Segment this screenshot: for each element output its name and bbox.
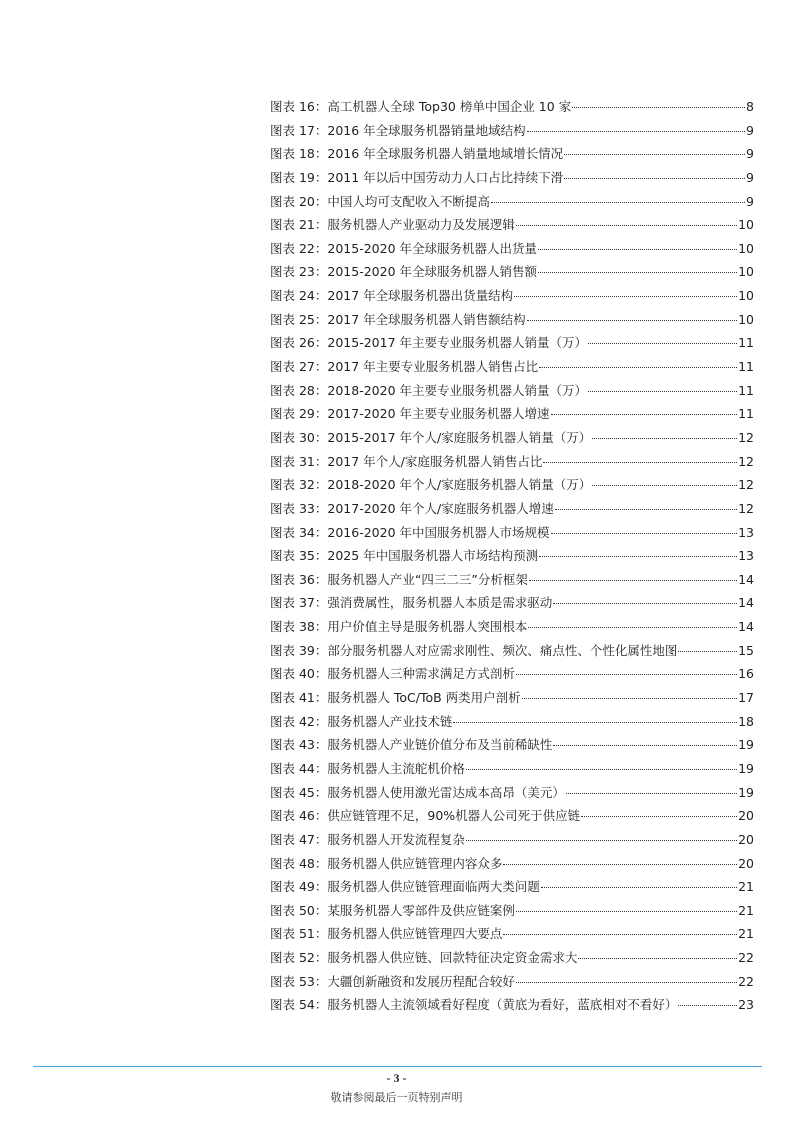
toc-entry-label: 图表 43： xyxy=(270,737,328,753)
toc-entry-label: 图表 23： xyxy=(270,264,328,280)
toc-dot-leader xyxy=(678,1005,737,1006)
toc-dot-leader xyxy=(503,864,737,865)
toc-entry-title: 2016 年全球服务机器销量地域结构 xyxy=(327,122,526,138)
toc-entry-page-number: 23 xyxy=(738,997,754,1013)
toc-entry-title: 高工机器人全球 Top30 榜单中国企业 10 家 xyxy=(327,99,572,114)
toc-entry-title: 2017 年主要专业服务机器人销售占比 xyxy=(327,359,539,375)
toc-entry-page-number: 14 xyxy=(738,571,754,587)
toc-entry[interactable] xyxy=(270,922,754,946)
toc-entry-page-number: 14 xyxy=(738,595,754,611)
toc-entry-title: 2017-2020 年个人/家庭服务机器人增速 xyxy=(327,500,554,516)
toc-entry[interactable] xyxy=(270,544,754,568)
toc-entry-page-number: 15 xyxy=(738,642,754,658)
toc-entry-label: 图表 30： xyxy=(270,429,328,445)
toc-entry-page-number: 11 xyxy=(738,335,754,351)
toc-entry-page-number: 13 xyxy=(738,548,754,564)
toc-entry[interactable] xyxy=(270,875,754,899)
toc-entry-page-number: 12 xyxy=(738,477,754,493)
toc-entry-title: 2015-2020 年全球服务机器人出货量 xyxy=(327,240,537,256)
toc-entry[interactable] xyxy=(270,757,754,781)
toc-entry-label: 图表 38： xyxy=(270,619,328,635)
toc-entry-title: 2017 年个人/家庭服务机器人销售占比 xyxy=(327,453,543,469)
toc-entry-page-number: 9 xyxy=(746,193,754,209)
toc-entry-title: 中国人均可支配收入不断提高 xyxy=(327,193,490,209)
toc-entry-title: 服务机器人开发流程复杂 xyxy=(327,831,465,847)
toc-entry-label: 图表 35： xyxy=(270,548,328,564)
toc-entry-title: 服务机器人产业链价值分布及当前稀缺性 xyxy=(327,737,553,753)
toc-entry-page-number: 19 xyxy=(738,784,754,800)
toc-dot-leader xyxy=(551,414,738,415)
toc-dot-leader xyxy=(466,769,737,770)
toc-entry-page-number: 10 xyxy=(738,288,754,304)
toc-entry-label: 图表 31： xyxy=(270,453,328,469)
toc-entry-title: 2025 年中国服务机器人市场结构预测 xyxy=(327,548,539,564)
toc-entry-label: 图表 18： xyxy=(270,146,328,162)
toc-entry-label: 图表 54： xyxy=(270,997,328,1013)
toc-entry-page-number: 11 xyxy=(738,359,754,375)
toc-dot-leader xyxy=(572,107,745,108)
toc-entry[interactable] xyxy=(270,355,754,379)
toc-entry-page-number: 9 xyxy=(746,169,754,185)
toc-dot-leader xyxy=(516,674,737,675)
toc-dot-leader xyxy=(522,698,737,699)
toc-dot-leader xyxy=(466,840,737,841)
toc-entry-title: 服务机器人产业驱动力及发展逻辑 xyxy=(327,217,515,233)
toc-entry[interactable] xyxy=(270,993,754,1017)
toc-entry-page-number: 18 xyxy=(738,713,754,729)
toc-entry-title: 2017 年全球服务机器人销售额结构 xyxy=(327,311,526,327)
toc-entry-title: 2016 年全球服务机器人销量地域增长情况 xyxy=(327,146,564,162)
toc-dot-leader xyxy=(588,343,737,344)
toc-entry-page-number: 11 xyxy=(738,406,754,422)
toc-entry-page-number: 17 xyxy=(738,690,754,706)
toc-entry-label: 图表 34： xyxy=(270,524,328,540)
toc-entry[interactable] xyxy=(270,166,754,190)
toc-dot-leader xyxy=(566,793,737,794)
toc-entry-title: 用户价值主导是服务机器人突围根本 xyxy=(327,619,528,635)
toc-entry-title: 大疆创新融资和发展历程配合较好 xyxy=(327,973,515,989)
toc-dot-leader xyxy=(543,462,737,463)
toc-entry[interactable] xyxy=(270,119,754,143)
toc-entry-page-number: 13 xyxy=(738,524,754,540)
toc-dot-leader xyxy=(529,580,737,581)
toc-entry-label: 图表 28： xyxy=(270,382,328,398)
toc-entry-label: 图表 22： xyxy=(270,240,328,256)
toc-entry-label: 图表 16： xyxy=(270,99,328,114)
toc-entry[interactable] xyxy=(270,828,754,852)
toc-entry-title: 供应链管理不足，90%机器人公司死于供应链 xyxy=(327,808,581,824)
toc-entry[interactable] xyxy=(270,899,754,923)
toc-entry[interactable] xyxy=(270,781,754,805)
toc-entry-page-number: 20 xyxy=(738,808,754,824)
toc-entry-title: 强消费属性，服务机器人本质是需求驱动 xyxy=(327,595,553,611)
toc-entry-label: 图表 26： xyxy=(270,335,328,351)
toc-entry-page-number: 10 xyxy=(738,311,754,327)
toc-entry-page-number: 19 xyxy=(738,760,754,776)
toc-entry[interactable] xyxy=(270,308,754,332)
toc-entry-title: 2015-2017 年个人/家庭服务机器人销量（万） xyxy=(327,429,592,445)
toc-entry[interactable] xyxy=(270,402,754,426)
toc-entry-page-number: 12 xyxy=(738,453,754,469)
toc-entry[interactable] xyxy=(270,733,754,757)
toc-entry-label: 图表 42： xyxy=(270,713,328,729)
toc-entry[interactable] xyxy=(270,260,754,284)
toc-entry-label: 图表 39： xyxy=(270,642,328,658)
toc-entry[interactable] xyxy=(270,970,754,994)
toc-entry-title: 服务机器人三种需求满足方式剖析 xyxy=(327,666,515,682)
toc-entry-label: 图表 20： xyxy=(270,193,328,209)
toc-entry-page-number: 20 xyxy=(738,855,754,871)
toc-dot-leader xyxy=(553,603,737,604)
toc-entry-label: 图表 46： xyxy=(270,808,328,824)
toc-entry-title: 服务机器人产业技术链 xyxy=(327,713,453,729)
toc-entry-label: 图表 33： xyxy=(270,500,328,516)
toc-entry[interactable] xyxy=(270,450,754,474)
toc-dot-leader xyxy=(491,202,745,203)
toc-entry-label: 图表 25： xyxy=(270,311,328,327)
toc-entry-page-number: 10 xyxy=(738,217,754,233)
toc-dot-leader xyxy=(541,887,737,888)
toc-entry[interactable] xyxy=(270,473,754,497)
toc-entry-page-number: 20 xyxy=(738,831,754,847)
toc-entry-page-number: 21 xyxy=(738,926,754,942)
toc-entry-label: 图表 37： xyxy=(270,595,328,611)
footer-disclaimer: 敬请参阅最后一页特别声明 xyxy=(330,1091,463,1104)
toc-entry-label: 图表 53： xyxy=(270,973,328,989)
toc-entry-title: 服务机器人主流领域看好程度（黄底为看好，蓝底相对不看好） xyxy=(327,997,678,1013)
table-of-figures xyxy=(270,95,754,1017)
toc-entry-label: 图表 19： xyxy=(270,169,328,185)
toc-entry[interactable] xyxy=(270,615,754,639)
toc-dot-leader xyxy=(678,651,737,652)
toc-entry[interactable] xyxy=(270,95,754,119)
toc-entry-page-number: 12 xyxy=(738,500,754,516)
toc-entry-label: 图表 27： xyxy=(270,359,328,375)
toc-entry-page-number: 12 xyxy=(738,429,754,445)
toc-entry[interactable] xyxy=(270,521,754,545)
toc-entry-page-number: 8 xyxy=(746,99,754,114)
toc-entry-page-number: 16 xyxy=(738,666,754,682)
toc-dot-leader xyxy=(538,272,737,273)
toc-dot-leader xyxy=(516,911,737,912)
toc-dot-leader xyxy=(581,816,737,817)
toc-entry-title: 2011 年以后中国劳动力人口占比持续下滑 xyxy=(327,169,564,185)
toc-dot-leader xyxy=(539,556,737,557)
toc-entry[interactable] xyxy=(270,237,754,261)
toc-entry-label: 图表 49： xyxy=(270,879,328,895)
toc-entry-label: 图表 40： xyxy=(270,666,328,682)
toc-dot-leader xyxy=(555,509,737,510)
toc-entry-title: 服务机器人主流舵机价格 xyxy=(327,760,465,776)
toc-entry[interactable] xyxy=(270,804,754,828)
toc-entry[interactable] xyxy=(270,710,754,734)
toc-dot-leader xyxy=(503,934,737,935)
toc-entry-title: 2016-2020 年中国服务机器人市场规模 xyxy=(327,524,550,540)
toc-entry-page-number: 10 xyxy=(738,264,754,280)
toc-entry-page-number: 14 xyxy=(738,619,754,635)
toc-entry-title: 服务机器人产业“四三二三”分析框架 xyxy=(327,571,528,587)
toc-dot-leader xyxy=(516,225,737,226)
toc-entry[interactable] xyxy=(270,568,754,592)
toc-dot-leader xyxy=(551,533,738,534)
toc-entry-label: 图表 24： xyxy=(270,288,328,304)
toc-entry-label: 图表 29： xyxy=(270,406,328,422)
toc-entry-title: 2017 年全球服务机器出货量结构 xyxy=(327,288,514,304)
toc-entry-label: 图表 48： xyxy=(270,855,328,871)
toc-entry[interactable] xyxy=(270,142,754,166)
toc-entry-page-number: 19 xyxy=(738,737,754,753)
toc-dot-leader xyxy=(527,320,737,321)
toc-entry[interactable] xyxy=(270,497,754,521)
toc-dot-leader xyxy=(514,296,737,297)
toc-entry[interactable] xyxy=(270,331,754,355)
page-number: - 3 - xyxy=(386,1071,407,1085)
toc-entry-label: 图表 36： xyxy=(270,571,328,587)
toc-entry[interactable] xyxy=(270,852,754,876)
toc-dot-leader xyxy=(592,485,737,486)
toc-entry-title: 服务机器人 ToC/ToB 两类用户剖析 xyxy=(327,690,521,706)
toc-entry-label: 图表 41： xyxy=(270,690,328,706)
toc-entry-page-number: 21 xyxy=(738,879,754,895)
toc-entry[interactable] xyxy=(270,213,754,237)
toc-entry-title: 服务机器人供应链管理内容众多 xyxy=(327,855,503,871)
toc-entry-title: 服务机器人供应链管理面临两大类问题 xyxy=(327,879,540,895)
toc-dot-leader xyxy=(538,249,737,250)
toc-dot-leader xyxy=(564,154,745,155)
toc-entry-page-number: 21 xyxy=(738,902,754,918)
toc-dot-leader xyxy=(539,367,737,368)
toc-entry[interactable] xyxy=(270,284,754,308)
toc-entry-title: 服务机器人供应链、回款特征决定资金需求大 xyxy=(327,950,578,966)
toc-entry-title: 2017-2020 年主要专业服务机器人增速 xyxy=(327,406,550,422)
toc-entry-page-number: 9 xyxy=(746,146,754,162)
toc-entry-title: 2018-2020 年主要专业服务机器人销量（万） xyxy=(327,382,587,398)
toc-dot-leader xyxy=(564,178,745,179)
toc-entry-label: 图表 51： xyxy=(270,926,328,942)
toc-entry-title: 服务机器人使用激光雷达成本高昂（美元） xyxy=(327,784,565,800)
toc-entry-title: 部分服务机器人对应需求刚性、频次、痛点性、个性化属性地图 xyxy=(327,642,678,658)
toc-entry-label: 图表 44： xyxy=(270,760,328,776)
toc-entry-label: 图表 17： xyxy=(270,122,328,138)
toc-entry-page-number: 22 xyxy=(738,950,754,966)
toc-dot-leader xyxy=(592,438,737,439)
toc-entry-page-number: 10 xyxy=(738,240,754,256)
toc-entry-page-number: 22 xyxy=(738,973,754,989)
toc-entry-title: 2015-2017 年主要专业服务机器人销量（万） xyxy=(327,335,587,351)
toc-entry[interactable] xyxy=(270,639,754,663)
toc-entry-label: 图表 52： xyxy=(270,950,328,966)
toc-entry-title: 某服务机器人零部件及供应链案例 xyxy=(327,902,515,918)
footer-divider xyxy=(33,1066,762,1067)
toc-entry[interactable] xyxy=(270,379,754,403)
toc-entry[interactable] xyxy=(270,190,754,214)
toc-entry-page-number: 9 xyxy=(746,122,754,138)
toc-entry-title: 2015-2020 年全球服务机器人销售额 xyxy=(327,264,537,280)
toc-entry[interactable] xyxy=(270,662,754,686)
toc-dot-leader xyxy=(553,745,737,746)
toc-dot-leader xyxy=(516,982,737,983)
toc-entry-page-number: 11 xyxy=(738,382,754,398)
toc-dot-leader xyxy=(588,391,737,392)
toc-entry-label: 图表 50： xyxy=(270,902,328,918)
toc-entry[interactable] xyxy=(270,426,754,450)
toc-entry[interactable] xyxy=(270,686,754,710)
toc-entry-label: 图表 45： xyxy=(270,784,328,800)
toc-dot-leader xyxy=(453,722,737,723)
toc-entry-title: 服务机器人供应链管理四大要点 xyxy=(327,926,503,942)
toc-dot-leader xyxy=(528,627,737,628)
toc-dot-leader xyxy=(527,131,745,132)
toc-entry-label: 图表 21： xyxy=(270,217,328,233)
toc-entry-title: 2018-2020 年个人/家庭服务机器人销量（万） xyxy=(327,477,592,493)
toc-entry-label: 图表 47： xyxy=(270,831,328,847)
toc-dot-leader xyxy=(578,958,737,959)
toc-entry[interactable] xyxy=(270,946,754,970)
toc-entry-label: 图表 32： xyxy=(270,477,328,493)
toc-entry[interactable] xyxy=(270,591,754,615)
